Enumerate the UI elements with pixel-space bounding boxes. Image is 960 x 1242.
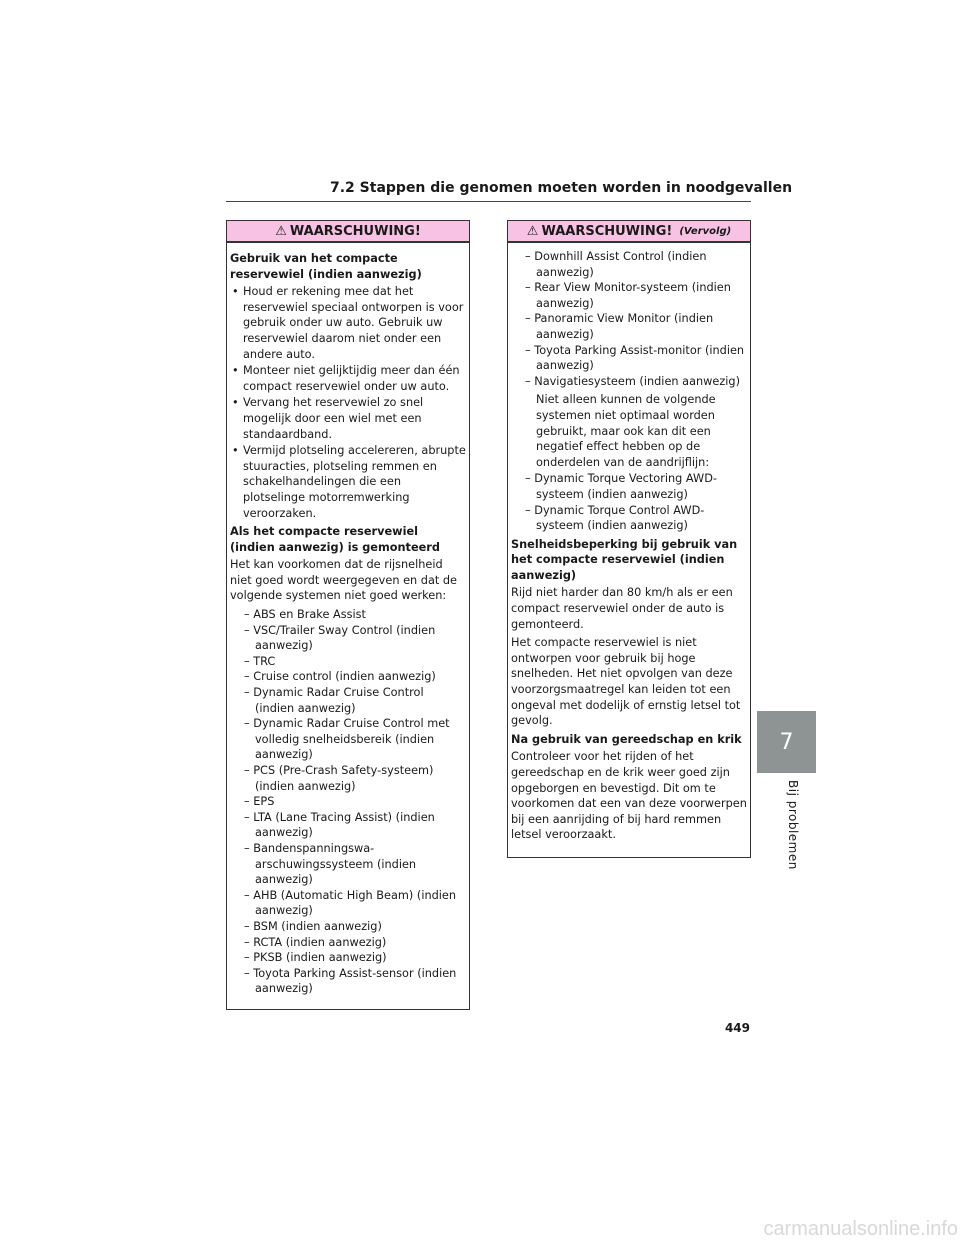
warning-triangle-icon: ⚠ [526, 223, 539, 239]
list-item: – Navigatiesysteem (indien aanwezig) [525, 374, 740, 388]
warning-content-left [227, 243, 469, 997]
page-number: 449 [724, 1021, 750, 1035]
bullet-item: • Vervang het reservewiel zo snel mogelijk door een wiel met een standaardband. [230, 395, 466, 442]
heading-spare-wheel-use: Gebruik van het compacte reservewiel (indien aanwezig) [230, 252, 422, 281]
list-item: – LTA (Lane Tracing Assist) (indien aanwezig) [244, 810, 435, 840]
list-item: – Dynamic Torque Vectoring AWD-systeem (indien aanwezig) [525, 472, 717, 501]
drivetrain-list [525, 471, 747, 533]
list-item: – VSC/Trailer Sway Control (indien aanwezig) [244, 623, 436, 653]
list-item: – RCTA (indien aanwezig) [244, 935, 387, 949]
bullet-item: • Houd er rekening mee dat het reservewiel speciaal ontworpen is voor gebruik onder uw auto. Gebruik uw reservewiel daarom niet onder een andere auto. [230, 284, 466, 362]
warning-header-right [508, 221, 750, 243]
list-item: – Panoramic View Monitor (indien aanwezig) [525, 312, 714, 341]
header-divider [226, 201, 751, 202]
list-item: – PCS (Pre-Crash Safety-systeem) (indien aanwezig) [244, 764, 434, 793]
heading-spare-wheel-mounted: Als het compacte reservewiel (indien aanwezig) is gemonteerd [230, 525, 440, 554]
list-item: – Toyota Parking Assist-sensor (indien aanwezig) [244, 966, 457, 996]
paragraph: Het kan voorkomen dat de rijsnelheid niet goed wordt weergegeven en dat de volgende systemen niet goed werken: [230, 558, 458, 603]
paragraph: Rijd niet harder dan 80 km/h als er een compact reservewiel onder de auto is gemonteerd. [511, 586, 733, 631]
chapter-number: 7 [779, 729, 794, 755]
warning-content-right [508, 243, 750, 843]
warning-triangle-icon: ⚠ [275, 223, 287, 239]
warning-box-left [226, 220, 470, 1010]
list-item: – Dynamic Radar Cruise Control met volledig snelheidsbereik (indien aanwezig) [244, 717, 450, 762]
list-item: – EPS [244, 795, 275, 809]
list-item: – AHB (Automatic High Beam) (indien aanwezig) [244, 888, 457, 918]
warning-box-right [507, 220, 751, 858]
section-title: 7.2 Stappen die genomen moeten worden in noodgevallen [330, 180, 793, 196]
heading-tools-jack: Na gebruik van gereedschap en krik [511, 732, 742, 746]
system-list [525, 249, 747, 389]
list-item: – Cruise control (indien aanwezig) [244, 670, 436, 684]
system-list [244, 607, 466, 997]
warning-label: WAARSCHUWING! [541, 223, 673, 239]
heading-speed-limit: Snelheidsbeperking bij gebruik van het compacte reservewiel (indien aanwezig) [511, 537, 738, 582]
list-item: – BSM (indien aanwezig) [244, 919, 382, 933]
warning-label: WAARSCHUWING! [289, 223, 421, 239]
paragraph: Controleer voor het rijden of het gereedschap en de krik weer goed zijn opgeborgen en bevestigd. Dit om te voorkomen dat een van deze voorwerpen bij een aanrijding of bij hard remmen letsel veroorzaakt. [511, 750, 747, 842]
list-item: – Bandenspanningswa-arschuwingssysteem (indien aanwezig) [244, 841, 417, 887]
bullet-list [230, 284, 466, 521]
chapter-label: Bij problemen [786, 780, 800, 870]
list-item: – Downhill Assist Control (indien aanwezig) [525, 250, 707, 279]
list-item: – Dynamic Radar Cruise Control (indien aanwezig) [244, 686, 424, 715]
warning-header-left [227, 221, 469, 243]
chapter-tab [757, 711, 816, 773]
list-item: – ABS en Brake Assist [244, 608, 366, 622]
list-item: – TRC [244, 654, 276, 668]
bullet-item: • Vermijd plotseling accelereren, abrupte stuuracties, plotseling remmen en schakelhandelingen die een plotselinge motorremwerking veroorzaken. [230, 443, 466, 521]
list-item: – PKSB (indien aanwezig) [244, 951, 387, 965]
list-item: – Rear View Monitor-systeem (indien aanwezig) [525, 281, 731, 310]
watermark: carmanualsonline.info [763, 1218, 958, 1240]
list-item: – Toyota Parking Assist-monitor (indien aanwezig) [525, 343, 745, 373]
list-item: – Dynamic Torque Control AWD-systeem (indien aanwezig) [525, 503, 705, 533]
continued-label: (Vervolg) [679, 225, 732, 237]
drivetrain-note: Niet alleen kunnen de volgende systemen niet optimaal worden gebruikt, maar ook kan dit een negatief effect hebben op de onderdelen van de aandrijflijn: [536, 393, 716, 469]
paragraph: Het compacte reservewiel is niet ontworpen voor gebruik bij hoge snelheden. Het niet opvolgen van deze voorzorgsmaatregel kan leiden tot een ongeval met dodelijk of ernstig letsel tot gevolg. [511, 636, 741, 728]
bullet-item: • Monteer niet gelijktijdig meer dan één compact reservewiel onder uw auto. [230, 363, 466, 394]
